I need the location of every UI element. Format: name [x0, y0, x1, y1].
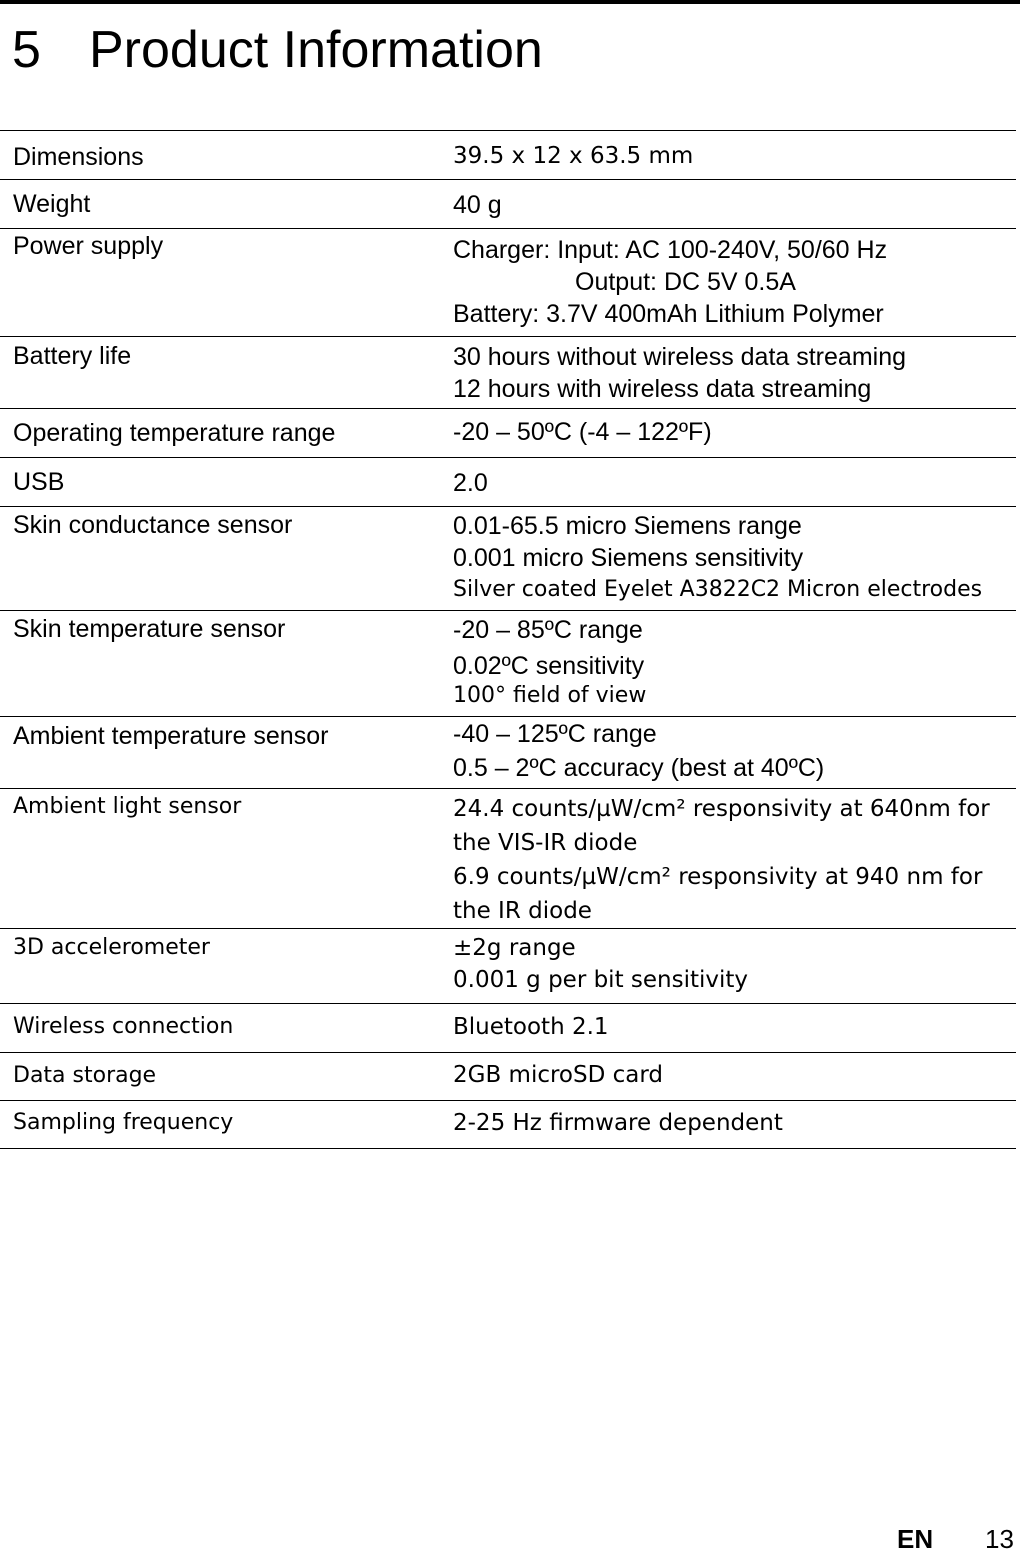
spec-row-data-storage — [0, 1053, 1016, 1101]
spec-row-battery-life — [0, 337, 1016, 409]
spec-label: Skin temperature sensor — [13, 615, 286, 643]
spec-row-wireless — [0, 1004, 1016, 1053]
spec-value: 0.01-65.5 micro Siemens range — [453, 512, 802, 540]
spec-value: 2GB microSD card — [453, 1062, 664, 1088]
spec-value: 30 hours without wireless data streaming — [453, 343, 907, 371]
spec-value: Battery: 3.7V 400mAh Lithium Polymer — [453, 300, 884, 328]
spec-value: Output: DC 5V 0.5A — [575, 268, 796, 296]
top-rule — [0, 0, 1020, 4]
footer-language: EN — [897, 1524, 934, 1554]
spec-value: 24.4 counts/µW/cm² responsivity at 640nm for the VIS-IR diode — [453, 796, 990, 856]
spec-value: 0.02ºC sensitivity — [453, 652, 645, 680]
spec-label: Battery life — [13, 342, 132, 370]
spec-value: 0.5 – 2ºC accuracy (best at 40ºC) — [453, 754, 825, 782]
spec-value: 0.001 g per bit sensitivity — [453, 967, 749, 993]
section-title: Product Information — [89, 21, 543, 79]
spec-label: Weight — [13, 190, 91, 218]
footer-page-number: 13 — [985, 1524, 1014, 1554]
spec-value: -20 – 85ºC range — [453, 616, 643, 644]
spec-row-operating-temperature — [0, 409, 1016, 458]
spec-value: -40 – 125ºC range — [453, 720, 657, 748]
spec-row-sampling-frequency — [0, 1101, 1016, 1149]
spec-row-skin-temperature — [0, 611, 1016, 717]
spec-label: Sampling frequency — [13, 1110, 234, 1135]
section-heading — [12, 16, 543, 84]
spec-row-usb — [0, 458, 1016, 507]
spec-row-accelerometer — [0, 929, 1016, 1004]
spec-value: 39.5 x 12 x 63.5 mm — [453, 143, 694, 169]
spec-row-ambient-temperature — [0, 717, 1016, 789]
spec-value: ±2g range — [453, 935, 576, 961]
spec-value: -20 – 50ºC (-4 – 122ºF) — [453, 418, 712, 446]
spec-label: Data storage — [13, 1063, 157, 1088]
spec-label: 3D accelerometer — [13, 935, 210, 960]
spec-value: Bluetooth 2.1 — [453, 1014, 609, 1040]
spec-value: 2.0 — [453, 469, 488, 497]
spec-row-ambient-light — [0, 789, 1016, 929]
section-number: 5 — [12, 21, 41, 79]
spec-value: 100° field of view — [453, 683, 647, 708]
spec-row-weight — [0, 180, 1016, 229]
spec-value: 12 hours with wireless data streaming — [453, 375, 872, 403]
spec-label: Skin conductance sensor — [13, 511, 293, 539]
spec-label: Power supply — [13, 232, 164, 260]
spec-row-skin-conductance — [0, 507, 1016, 611]
spec-value: 6.9 counts/µW/cm² responsivity at 940 nm for the IR diode — [453, 864, 983, 924]
spec-table — [0, 130, 1016, 1149]
spec-row-dimensions — [0, 131, 1016, 180]
spec-value: 0.001 micro Siemens sensitivity — [453, 544, 804, 572]
spec-label: Wireless connection — [13, 1014, 234, 1039]
spec-label: Ambient temperature sensor — [13, 722, 329, 750]
spec-value: 40 g — [453, 191, 502, 219]
spec-value: 2-25 Hz firmware dependent — [453, 1110, 783, 1136]
spec-value: Silver coated Eyelet A3822C2 Micron electrodes — [453, 577, 983, 602]
spec-label: Operating temperature range — [13, 419, 336, 447]
spec-row-power-supply — [0, 229, 1016, 337]
spec-value: Charger: Input: AC 100-240V, 50/60 Hz — [453, 236, 888, 264]
spec-label: Dimensions — [13, 143, 144, 171]
spec-label: Ambient light sensor — [13, 794, 242, 819]
spec-label: USB — [13, 468, 65, 496]
